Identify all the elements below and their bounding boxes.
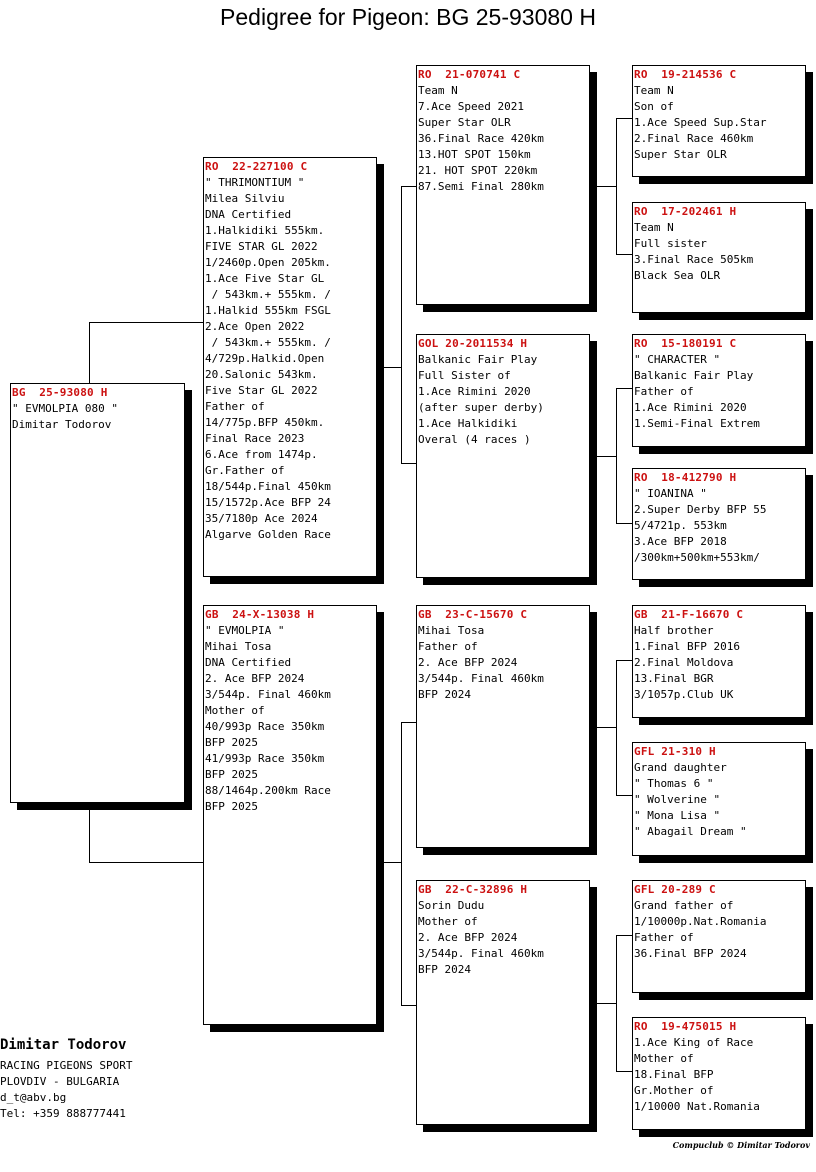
connector-line: [89, 322, 204, 323]
info-line: Mother of: [418, 915, 478, 928]
breeder-info: [0, 1036, 132, 1122]
info-line: / 543km.+ 555km. /: [205, 336, 331, 349]
info-line: 1.Ace Rimini 2020: [418, 385, 531, 398]
info-line: Overal (4 races ): [418, 433, 531, 446]
info-line: Balkanic Fair Play: [418, 353, 538, 366]
info-line: 2.Super Derby BFP 55: [634, 503, 767, 516]
info-line: 1.Ace Halkidiki: [418, 417, 518, 430]
great-grandparent-card: [632, 1017, 806, 1130]
connector-line: [401, 186, 402, 463]
ring-number: RO 15-180191 C: [634, 337, 737, 350]
info-line: 1/10000 Nat.Romania: [634, 1100, 760, 1113]
info-line: Grand father of: [634, 899, 734, 912]
connector-line: [596, 456, 616, 457]
info-line: Team N: [634, 221, 674, 234]
info-line: 1.Final BFP 2016: [634, 640, 740, 653]
ring-number: GFL 20-289 C: [634, 883, 716, 896]
ring-number: RO 19-214536 C: [634, 68, 737, 81]
paternal-granddam-card: [416, 334, 590, 578]
sire-card: [203, 157, 377, 577]
info-line: 13.HOT SPOT 150km: [418, 148, 531, 161]
info-line: 40/993p Race 350km: [205, 720, 325, 733]
info-line: 1.Semi-Final Extrem: [634, 417, 760, 430]
info-line: Gr.Mother of: [634, 1084, 714, 1097]
connector-line: [401, 1005, 417, 1006]
connector-line: [383, 862, 401, 863]
info-line: 1.Ace King of Race: [634, 1036, 754, 1049]
info-line: 6.Ace from 1474p.: [205, 448, 318, 461]
info-line: " Wolverine ": [634, 793, 721, 806]
info-line: Mihai Tosa: [418, 624, 485, 637]
info-line: BFP 2024: [418, 688, 471, 701]
paternal-grandsire-card: [416, 65, 590, 305]
great-grandparent-card: [632, 334, 806, 447]
info-line: 1.Halkidiki 555km.: [205, 224, 325, 237]
connector-line: [616, 935, 617, 1071]
great-grandparent-card: [632, 880, 806, 993]
ring-number: GB 24-X-13038 H: [205, 608, 315, 621]
info-line: 3.Ace BFP 2018: [634, 535, 727, 548]
info-line: 88/1464p.200km Race: [205, 784, 331, 797]
ring-number: GOL 20-2011534 H: [418, 337, 528, 350]
dam-card: [203, 605, 377, 1025]
info-line: Super Star OLR: [634, 148, 727, 161]
info-line: 1.Ace Five Star GL: [205, 272, 325, 285]
info-line: / 543km.+ 555km. /: [205, 288, 331, 301]
info-line: 41/993p Race 350km: [205, 752, 325, 765]
info-line: 20.Salonic 543km.: [205, 368, 318, 381]
info-line: Team N: [418, 84, 458, 97]
ring-number: RO 21-070741 C: [418, 68, 521, 81]
info-line: BFP 2025: [205, 800, 258, 813]
connector-line: [616, 1071, 632, 1072]
info-line: Dimitar Todorov: [12, 418, 112, 431]
info-line: " THRIMONTIUM ": [205, 176, 305, 189]
ring-number: RO 18-412790 H: [634, 471, 737, 484]
info-line: 1/10000p.Nat.Romania: [634, 915, 767, 928]
connector-line: [616, 118, 632, 119]
connector-line: [596, 1003, 616, 1004]
connector-line: [616, 660, 632, 661]
info-line: 87.Semi Final 280km: [418, 180, 544, 193]
connector-line: [616, 660, 617, 795]
info-line: " Abagail Dream ": [634, 825, 747, 838]
info-line: Father of: [634, 931, 694, 944]
connector-line: [383, 367, 401, 368]
footer-credit: Compuclub © Dimitar Todorov: [672, 1140, 810, 1150]
info-line: Mihai Tosa: [205, 640, 272, 653]
info-line: BFP 2025: [205, 768, 258, 781]
info-line: 3.Final Race 505km: [634, 253, 754, 266]
breeder-phone: Tel: +359 888777441: [0, 1107, 126, 1120]
info-line: Half brother: [634, 624, 714, 637]
connector-line: [89, 802, 90, 862]
info-line: DNA Certified: [205, 656, 292, 669]
connector-line: [616, 795, 632, 796]
info-line: /300km+500km+553km/: [634, 551, 760, 564]
info-line: Team N: [634, 84, 674, 97]
info-line: 2. Ace BFP 2024: [205, 672, 305, 685]
info-line: Super Star OLR: [418, 116, 511, 129]
ring-number: GB 21-F-16670 C: [634, 608, 744, 621]
connector-line: [596, 186, 616, 187]
info-line: 21. HOT SPOT 220km: [418, 164, 538, 177]
connector-line: [616, 935, 632, 936]
ring-number: GFL 21-310 H: [634, 745, 716, 758]
info-line: " Thomas 6 ": [634, 777, 714, 790]
info-line: 2. Ace BFP 2024: [418, 656, 518, 669]
info-line: Father of: [634, 385, 694, 398]
info-line: 15/1572p.Ace BFP 24: [205, 496, 331, 509]
info-line: FIVE STAR GL 2022: [205, 240, 318, 253]
info-line: 18.Final BFP: [634, 1068, 714, 1081]
info-line: 5/4721p. 553km: [634, 519, 727, 532]
connector-line: [616, 523, 632, 524]
info-line: 2. Ace BFP 2024: [418, 931, 518, 944]
maternal-granddam-card: [416, 880, 590, 1125]
info-line: 3/544p. Final 460km: [205, 688, 331, 701]
maternal-grandsire-card: [416, 605, 590, 848]
connector-line: [616, 118, 617, 254]
info-line: Son of: [634, 100, 674, 113]
ring-number: GB 22-C-32896 H: [418, 883, 528, 896]
connector-line: [616, 388, 632, 389]
info-line: 1/2460p.Open 205km.: [205, 256, 331, 269]
great-grandparent-card: [632, 605, 806, 718]
info-line: Sorin Dudu: [418, 899, 485, 912]
info-line: Balkanic Fair Play: [634, 369, 754, 382]
info-line: 1.Halkid 555km FSGL: [205, 304, 331, 317]
info-line: 4/729p.Halkid.Open: [205, 352, 325, 365]
info-line: 36.Final Race 420km: [418, 132, 544, 145]
info-line: Mother of: [634, 1052, 694, 1065]
info-line: 1.Ace Speed Sup.Star: [634, 116, 767, 129]
connector-line: [616, 388, 617, 523]
info-line: Black Sea OLR: [634, 269, 721, 282]
info-line: 13.Final BGR: [634, 672, 714, 685]
info-line: DNA Certified: [205, 208, 292, 221]
info-line: " IOANINA ": [634, 487, 707, 500]
info-line: 3/544p. Final 460km: [418, 672, 544, 685]
info-line: Father of: [205, 400, 265, 413]
ring-number: BG 25-93080 H: [12, 386, 108, 399]
connector-line: [596, 727, 616, 728]
connector-line: [401, 722, 417, 723]
subject-pigeon-card: [10, 383, 185, 803]
info-line: 3/1057p.Club UK: [634, 688, 734, 701]
ring-number: RO 22-227100 C: [205, 160, 308, 173]
info-line: " CHARACTER ": [634, 353, 721, 366]
connector-line: [401, 186, 417, 187]
info-line: Full sister: [634, 237, 707, 250]
ring-number: GB 23-C-15670 C: [418, 608, 528, 621]
info-line: 35/7180p Ace 2024: [205, 512, 318, 525]
ring-number: RO 19-475015 H: [634, 1020, 737, 1033]
info-line: Gr.Father of: [205, 464, 285, 477]
info-line: Mother of: [205, 704, 265, 717]
info-line: " EVMOLPIA ": [205, 624, 285, 637]
info-line: 2.Final Race 460km: [634, 132, 754, 145]
info-line: " Mona Lisa ": [634, 809, 721, 822]
info-line: Grand daughter: [634, 761, 727, 774]
info-line: 1.Ace Rimini 2020: [634, 401, 747, 414]
info-line: 2.Ace Open 2022: [205, 320, 305, 333]
info-line: 7.Ace Speed 2021: [418, 100, 524, 113]
connector-line: [401, 463, 417, 464]
great-grandparent-card: [632, 742, 806, 856]
info-line: BFP 2025: [205, 736, 258, 749]
breeder-name: Dimitar Todorov: [0, 1037, 127, 1053]
great-grandparent-card: [632, 65, 806, 177]
ring-number: RO 17-202461 H: [634, 205, 737, 218]
info-line: Final Race 2023: [205, 432, 305, 445]
info-line: Father of: [418, 640, 478, 653]
info-line: Algarve Golden Race: [205, 528, 331, 541]
connector-line: [401, 722, 402, 1005]
info-line: (after super derby): [418, 401, 544, 414]
info-line: Five Star GL 2022: [205, 384, 318, 397]
info-line: Milea Silviu: [205, 192, 285, 205]
page-title: Pedigree for Pigeon: BG 25-93080 H: [220, 4, 596, 30]
info-line: 18/544p.Final 450km: [205, 480, 331, 493]
info-line: " EVMOLPIA 080 ": [12, 402, 118, 415]
connector-line: [89, 862, 204, 863]
info-line: BFP 2024: [418, 963, 471, 976]
info-line: 3/544p. Final 460km: [418, 947, 544, 960]
info-line: Full Sister of: [418, 369, 511, 382]
info-line: 36.Final BFP 2024: [634, 947, 747, 960]
breeder-email: d_t@abv.bg: [0, 1091, 67, 1104]
connector-line: [616, 254, 632, 255]
breeder-line: PLOVDIV - BULGARIA: [0, 1075, 120, 1088]
connector-line: [89, 322, 90, 384]
great-grandparent-card: [632, 202, 806, 313]
breeder-line: RACING PIGEONS SPORT: [0, 1059, 133, 1072]
info-line: 14/775p.BFP 450km.: [205, 416, 325, 429]
great-grandparent-card: [632, 468, 806, 580]
info-line: 2.Final Moldova: [634, 656, 734, 669]
